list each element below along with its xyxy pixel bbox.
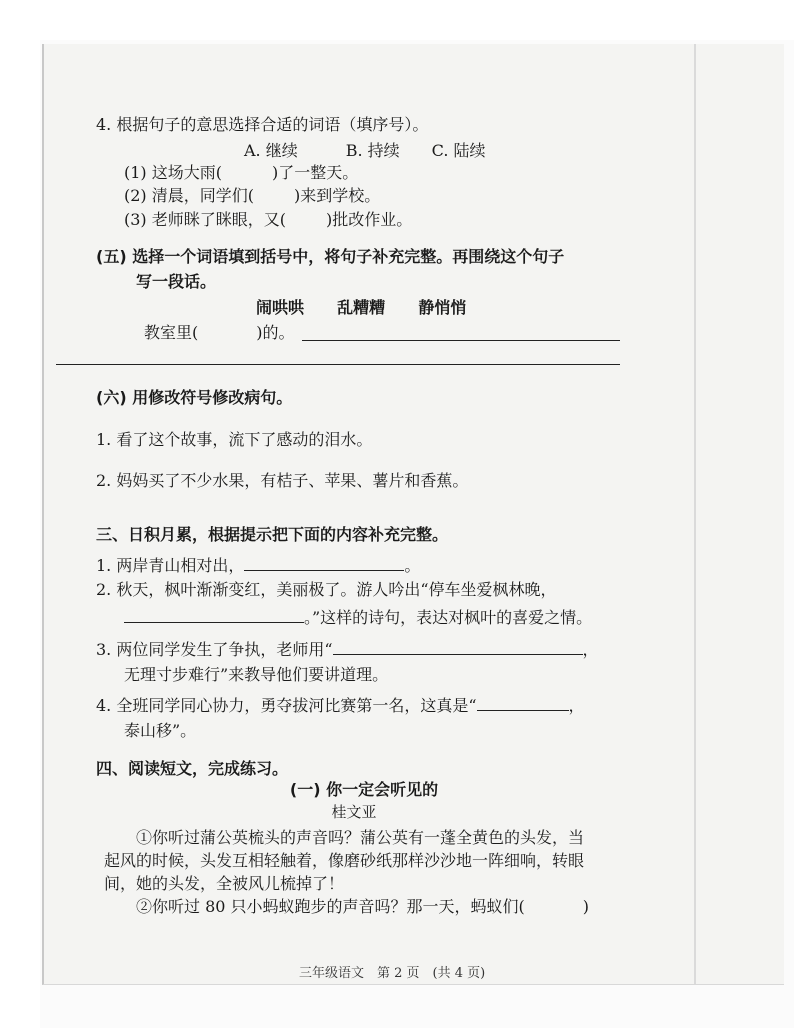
q4-item-3-after: )批改作业。	[326, 210, 413, 229]
s5-title-line2: 写一段话。	[136, 272, 217, 291]
part3-item4-blank[interactable]	[477, 692, 569, 711]
s5-word-1: 闹哄哄	[256, 298, 305, 317]
q4-item-2-num: (2)	[124, 186, 147, 205]
passage-p2-after: )	[582, 897, 590, 916]
s5-writing-line-1[interactable]	[302, 322, 620, 341]
s6-item-1: 1. 看了这个故事，流下了感动的泪水。	[96, 430, 373, 449]
part3-item1-end: 。	[404, 556, 421, 575]
passage-title: (一) 你一定会听见的	[289, 780, 439, 799]
s6-title: (六) 用修改符号修改病句。	[96, 388, 293, 407]
part3-item3-line1	[96, 636, 599, 661]
passage-p2-line1	[136, 896, 589, 918]
part3-item2-line1: 2. 秋天，枫叶渐渐变红，美丽极了。游人吟出“停车坐爱枫林晚，	[96, 580, 557, 599]
part3-item1	[96, 552, 420, 577]
exam-page	[42, 44, 784, 985]
passage-p1-line3: 间，她的头发，全被风儿梳掉了！	[104, 874, 345, 893]
scan-margin-left	[0, 0, 40, 1028]
part3-title: 三、日积月累，根据提示把下面的内容补充完整。	[96, 525, 449, 544]
part4-title: 四、阅读短文，完成练习。	[96, 759, 289, 778]
part3-item2-line2	[124, 604, 592, 629]
q4-item-3-before: 老师眯了眯眼，又(	[151, 210, 287, 229]
q4-item-2-after: )来到学校。	[294, 186, 381, 205]
q4-item-3-num: (3)	[124, 210, 147, 229]
q4-options: A. 继续 B. 持续 C. 陆续	[244, 141, 486, 160]
q4-item-1-before: 这场大雨(	[151, 163, 223, 182]
part3-item1-text: 1. 两岸青山相对出，	[96, 556, 245, 575]
q4-item-1-after: )了一整天。	[272, 163, 359, 182]
s5-sentence-before: 教室里(	[144, 323, 199, 342]
part3-item1-blank[interactable]	[244, 552, 404, 571]
s5-sentence-after: )的。	[256, 323, 295, 342]
scan-margin-top	[0, 0, 794, 40]
part3-item2-blank[interactable]	[124, 604, 304, 623]
s5-words	[256, 297, 466, 319]
s5-sentence	[144, 322, 295, 344]
part3-item3-line2: 无理寸步难行”来教导他们要讲道理。	[124, 665, 389, 684]
q4-item-2-before: 清晨，同学们(	[151, 186, 255, 205]
q4-title: 4. 根据句子的意思选择合适的词语（填序号）。	[96, 115, 429, 134]
part3-item4-line2: 泰山移”。	[124, 721, 197, 740]
q4-item-1-num: (1)	[124, 163, 147, 182]
passage-p1-line2: 起风的时候，头发互相轻触着，像磨砂纸那样沙沙地一阵细响，转眼	[104, 851, 585, 870]
part3-item3-blank[interactable]	[333, 636, 583, 655]
passage-author: 桂文亚	[331, 803, 377, 821]
passage-p1-line1: ①你听过蒲公英梳头的声音吗？蒲公英有一蓬全黄色的头发，当	[136, 828, 585, 847]
passage-p2-before: ②你听过 80 只小蚂蚁跑步的声音吗？那一天，蚂蚁们(	[136, 897, 525, 916]
q4-item-3	[124, 209, 412, 231]
part3-item4-text: 4. 全班同学同心协力，勇夺拔河比赛第一名，这真是“	[96, 696, 477, 715]
s5-word-3: 静悄悄	[418, 298, 467, 317]
s5-title-line1: (五) 选择一个词语填到括号中，将句子补充完整。再围绕这个句子	[96, 247, 565, 266]
q4-item-1	[124, 162, 358, 184]
part3-item2-end: 。”这样的诗句，表达对枫叶的喜爱之情。	[304, 608, 593, 627]
s5-writing-line-2[interactable]	[56, 346, 620, 365]
s6-item-2: 2. 妈妈买了不少水果，有桔子、苹果、薯片和香蕉。	[96, 471, 469, 490]
s5-word-2: 乱糟糟	[337, 298, 386, 317]
part3-item3-end: ，	[582, 640, 599, 659]
page-footer: 三年级语文 第 2 页 (共 4 页)	[299, 966, 486, 981]
part3-item4-end: ，	[568, 696, 585, 715]
part3-item4-line1	[96, 692, 585, 717]
q4-item-2	[124, 185, 380, 207]
binding-strip	[694, 44, 696, 984]
part3-item3-text: 3. 两位同学发生了争执，老师用“	[96, 640, 333, 659]
